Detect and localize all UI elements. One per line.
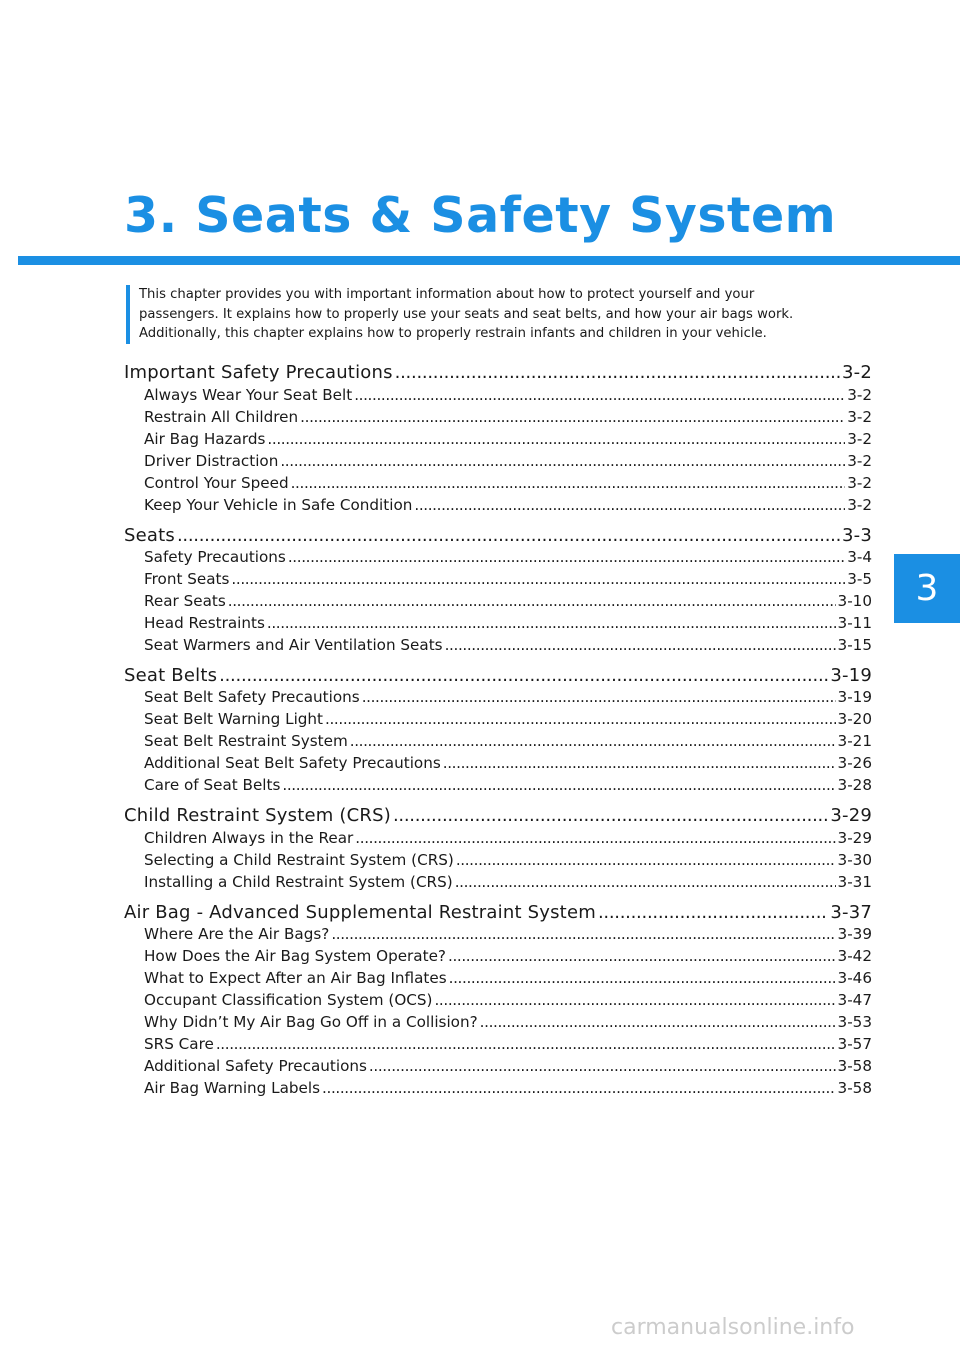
toc-item[interactable] [144, 968, 872, 989]
toc-leader-dots [325, 709, 836, 730]
toc-page-number: 3-5 [847, 570, 872, 588]
toc-leader-dots [354, 385, 845, 406]
toc-item-title: Seat Belt Safety Precautions [144, 688, 360, 706]
toc-item[interactable] [144, 687, 872, 708]
toc-item[interactable] [144, 613, 872, 634]
toc-leader-dots [456, 850, 836, 871]
toc-page-number: 3-39 [837, 925, 872, 943]
toc-page-number: 3-53 [837, 1013, 872, 1031]
toc-item[interactable] [144, 591, 872, 612]
toc-page-number: 3-26 [837, 754, 872, 772]
toc-leader-dots [448, 946, 836, 967]
toc-item[interactable] [144, 1034, 872, 1055]
toc-item-title: Additional Seat Belt Safety Precautions [144, 754, 441, 772]
toc-item[interactable] [144, 753, 872, 774]
toc-leader-dots [362, 687, 836, 708]
toc-item[interactable] [144, 775, 872, 796]
toc-item[interactable] [144, 385, 872, 406]
toc-item-title: Front Seats [144, 570, 230, 588]
toc-section-seat-belts[interactable] [124, 664, 872, 688]
toc-item-title: Seat Warmers and Air Ventilation Seats [144, 636, 443, 654]
toc-item-title: Rear Seats [144, 592, 226, 610]
toc-item[interactable] [144, 828, 872, 849]
toc-item[interactable] [144, 473, 872, 494]
toc-leader-dots [231, 569, 845, 590]
toc-leader-dots [267, 429, 845, 450]
toc-page-number: 3-29 [830, 805, 872, 826]
toc-item-title: Air Bag Warning Labels [144, 1079, 321, 1097]
toc-page-number: 3-28 [837, 776, 872, 794]
toc-item[interactable] [144, 709, 872, 730]
toc-leader-dots [291, 473, 846, 494]
toc-item-title: Always Wear Your Seat Belt [144, 386, 353, 404]
chapter-intro: This chapter provides you with important information about how to protect yourself and your passengers. It explains how to properly use your seats and seat belts, and how your air bags work. Additionally, this chapter explains how to properly restrain infants and children in your vehicle. [126, 285, 885, 344]
toc-leader-dots [480, 1012, 836, 1033]
watermark: carmanualsonline.info [611, 1315, 855, 1340]
toc-page-number: 3-4 [847, 548, 872, 566]
toc-page-number: 3-46 [837, 969, 872, 987]
toc-leader-dots [228, 591, 836, 612]
toc-item[interactable] [144, 451, 872, 472]
toc-item-title: Control Your Speed [144, 474, 289, 492]
toc-leader-dots [395, 361, 840, 385]
toc-page-number: 3-29 [837, 829, 872, 847]
toc-leader-dots [282, 775, 835, 796]
toc-item-title: Keep Your Vehicle in Safe Condition [144, 496, 413, 514]
toc-page-number: 3-47 [837, 991, 872, 1009]
toc-leader-dots [331, 924, 835, 945]
toc-item[interactable] [144, 872, 872, 893]
toc-page-number: 3-58 [837, 1057, 872, 1075]
toc-item[interactable] [144, 850, 872, 871]
toc-item-title: Children Always in the Rear [144, 829, 354, 847]
toc-leader-dots [443, 753, 836, 774]
toc-leader-dots [216, 1034, 836, 1055]
toc-leader-dots [280, 451, 845, 472]
toc-page-number: 3-20 [837, 710, 872, 728]
toc-item-title: Occupant Classification System (OCS) [144, 991, 433, 1009]
toc-page-number: 3-31 [837, 873, 872, 891]
toc-item-title: Installing a Child Restraint System (CRS) [144, 873, 453, 891]
toc-page-number: 3-2 [847, 386, 872, 404]
toc-item[interactable] [144, 731, 872, 752]
toc-leader-dots [455, 872, 836, 893]
toc-item[interactable] [144, 924, 872, 945]
toc-leader-dots [300, 407, 845, 428]
toc-section-important-safety-precautions[interactable] [124, 361, 872, 385]
toc-leader-dots [445, 635, 836, 656]
toc-page-number: 3-42 [837, 947, 872, 965]
toc-leader-dots [393, 804, 828, 828]
toc-section-title: Seat Belts [124, 665, 218, 686]
toc-item-title: Why Didn’t My Air Bag Go Off in a Collision? [144, 1013, 478, 1031]
toc-page-number: 3-11 [837, 614, 872, 632]
toc-section-child-restraint-system[interactable] [124, 804, 872, 828]
toc-page-number: 3-37 [830, 902, 872, 923]
toc-item[interactable] [144, 946, 872, 967]
toc-page-number: 3-2 [847, 452, 872, 470]
toc-leader-dots [267, 613, 836, 634]
toc-page-number: 3-2 [847, 430, 872, 448]
toc-page-number: 3-2 [847, 408, 872, 426]
toc-section-title: Child Restraint System (CRS) [124, 805, 391, 826]
toc-section-title: Air Bag - Advanced Supplemental Restraint System [124, 902, 596, 923]
toc-item-title: SRS Care [144, 1035, 214, 1053]
toc-leader-dots [219, 664, 828, 688]
toc-page-number: 3-2 [847, 474, 872, 492]
chapter-title: 3. Seats & Safety System [124, 187, 837, 244]
toc-leader-dots [177, 524, 840, 548]
toc-item[interactable] [144, 547, 872, 568]
toc-leader-dots [350, 731, 836, 752]
toc-leader-dots [598, 901, 828, 925]
toc-leader-dots [322, 1078, 836, 1099]
toc-item-title: Safety Precautions [144, 548, 286, 566]
toc-leader-dots [369, 1056, 836, 1077]
toc-page-number: 3-30 [837, 851, 872, 869]
table-of-contents [124, 0, 872, 1346]
toc-item[interactable] [144, 1078, 872, 1099]
toc-section-seats[interactable] [124, 524, 872, 548]
toc-item-title: Where Are the Air Bags? [144, 925, 330, 943]
toc-page-number: 3-10 [837, 592, 872, 610]
toc-leader-dots [414, 495, 845, 516]
toc-section-air-bag[interactable] [124, 901, 872, 925]
toc-section-title: Important Safety Precautions [124, 362, 393, 383]
toc-item-title: Seat Belt Warning Light [144, 710, 324, 728]
toc-item-title: Care of Seat Belts [144, 776, 281, 794]
toc-leader-dots [434, 990, 835, 1011]
toc-item-title: Seat Belt Restraint System [144, 732, 348, 750]
toc-page-number: 3-19 [830, 665, 872, 686]
toc-page-number: 3-57 [837, 1035, 872, 1053]
toc-item-title: Air Bag Hazards [144, 430, 266, 448]
toc-item[interactable] [144, 407, 872, 428]
toc-section-title: Seats [124, 525, 175, 546]
chapter-tab[interactable]: 3 [894, 554, 960, 623]
toc-page-number: 3-2 [847, 496, 872, 514]
toc-page-number: 3-2 [842, 362, 872, 383]
toc-item-title: Selecting a Child Restraint System (CRS) [144, 851, 454, 869]
toc-item[interactable] [144, 635, 872, 656]
toc-leader-dots [449, 968, 836, 989]
toc-item-title: Head Restraints [144, 614, 265, 632]
toc-item[interactable] [144, 495, 872, 516]
toc-page-number: 3-3 [842, 525, 872, 546]
toc-page-number: 3-15 [837, 636, 872, 654]
toc-item-title: Additional Safety Precautions [144, 1057, 367, 1075]
toc-page-number: 3-19 [837, 688, 872, 706]
toc-item-title: How Does the Air Bag System Operate? [144, 947, 446, 965]
toc-item[interactable] [144, 1012, 872, 1033]
toc-item[interactable] [144, 990, 872, 1011]
toc-item-title: Driver Distraction [144, 452, 279, 470]
toc-item-title: Restrain All Children [144, 408, 299, 426]
toc-item[interactable] [144, 429, 872, 450]
toc-item[interactable] [144, 1056, 872, 1077]
toc-page-number: 3-58 [837, 1079, 872, 1097]
toc-leader-dots [355, 828, 835, 849]
toc-page-number: 3-21 [837, 732, 872, 750]
toc-leader-dots [288, 547, 845, 568]
toc-item-title: What to Expect After an Air Bag Inflates [144, 969, 447, 987]
toc-item[interactable] [144, 569, 872, 590]
